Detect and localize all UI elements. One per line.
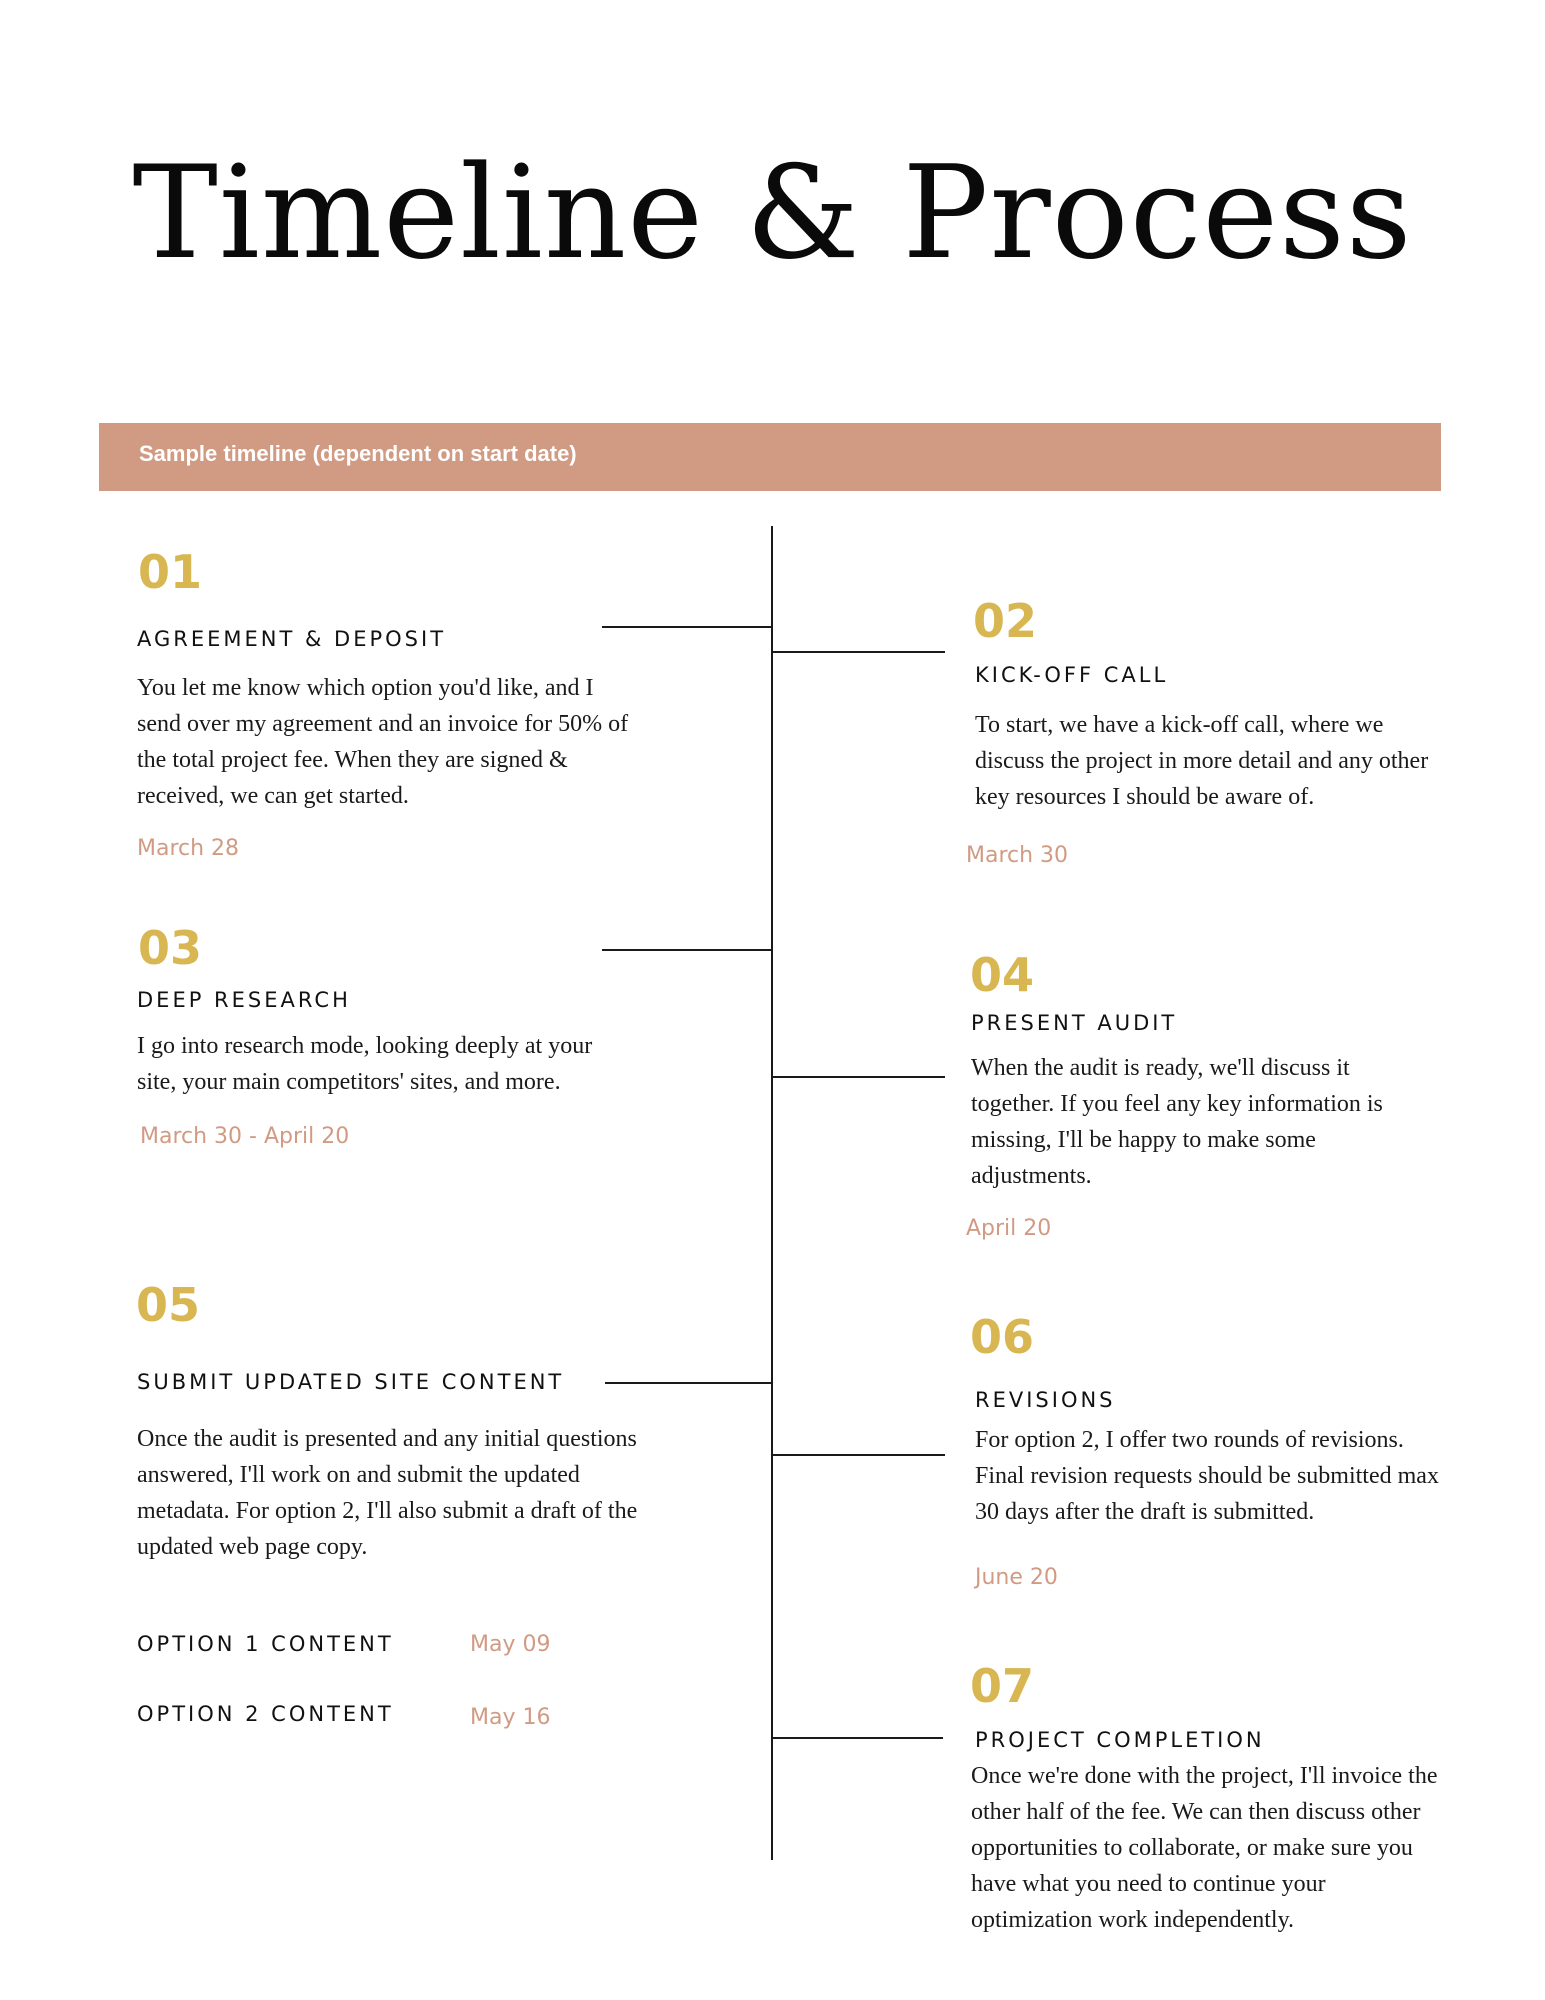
- connector-05: [605, 1382, 772, 1384]
- step-heading: PROJECT COMPLETION: [975, 1728, 1265, 1752]
- step-date: March 28: [137, 836, 240, 861]
- option-2-date: May 16: [470, 1705, 551, 1730]
- connector-02: [773, 651, 945, 653]
- step-heading: AGREEMENT & DEPOSIT: [137, 627, 447, 651]
- step-heading: PRESENT AUDIT: [971, 1011, 1178, 1035]
- banner-label: Sample timeline (dependent on start date): [139, 441, 577, 466]
- step-heading: REVISIONS: [975, 1388, 1116, 1412]
- step-description: For option 2, I offer two rounds of revisions. Final revision requests should be submitted max 30 days after the draft is submitted.: [975, 1427, 1439, 1525]
- step-number: 07: [970, 1659, 1035, 1713]
- step-description: To start, we have a kick-off call, where we discuss the project in more detail and any other key resources I should be aware of.: [975, 712, 1429, 810]
- step-date: March 30: [966, 843, 1069, 868]
- timeline-banner: [99, 423, 1441, 491]
- option-2-label: OPTION 2 CONTENT: [137, 1702, 394, 1726]
- step-heading: DEEP RESEARCH: [137, 988, 351, 1012]
- step-description: When the audit is ready, we'll discuss it together. If you feel any key information is missing, I'll be happy to make some adjustments.: [971, 1055, 1383, 1189]
- step-number: 03: [138, 921, 203, 975]
- step-number: 06: [970, 1310, 1035, 1364]
- option-1-label: OPTION 1 CONTENT: [137, 1632, 394, 1656]
- timeline-axis: [771, 526, 773, 1860]
- step-description: Once we're done with the project, I'll invoice the other half of the fee. We can then discuss other opportunities to collaborate, or make sure you have what you need to continue your optimization work independently.: [971, 1763, 1438, 1933]
- connector-06: [773, 1454, 945, 1456]
- connector-07: [773, 1737, 943, 1739]
- page-title: Timeline & Process: [132, 139, 1413, 288]
- step-number: 02: [973, 594, 1038, 648]
- step-heading: KICK-OFF CALL: [975, 663, 1169, 687]
- step-date: April 20: [966, 1216, 1052, 1241]
- step-heading: SUBMIT UPDATED SITE CONTENT: [137, 1370, 565, 1394]
- step-description: Once the audit is presented and any initial questions answered, I'll work on and submit the updated metadata. For option 2, I'll also submit a draft of the updated web page copy.: [137, 1426, 638, 1560]
- connector-03: [602, 949, 772, 951]
- connector-04: [773, 1076, 945, 1078]
- option-1-date: May 09: [470, 1632, 551, 1657]
- step-description: I go into research mode, looking deeply at your site, your main competitors' sites, and more.: [137, 1033, 593, 1095]
- step-date: June 20: [975, 1565, 1058, 1590]
- connector-01: [602, 626, 772, 628]
- step-number: 01: [138, 545, 203, 599]
- step-number: 04: [970, 948, 1035, 1002]
- step-description: You let me know which option you'd like, and I send over my agreement and an invoice for 50% of the total project fee. When they are signed & received, we can get started.: [137, 675, 629, 809]
- step-date: March 30 - April 20: [140, 1124, 350, 1149]
- step-number: 05: [136, 1278, 201, 1332]
